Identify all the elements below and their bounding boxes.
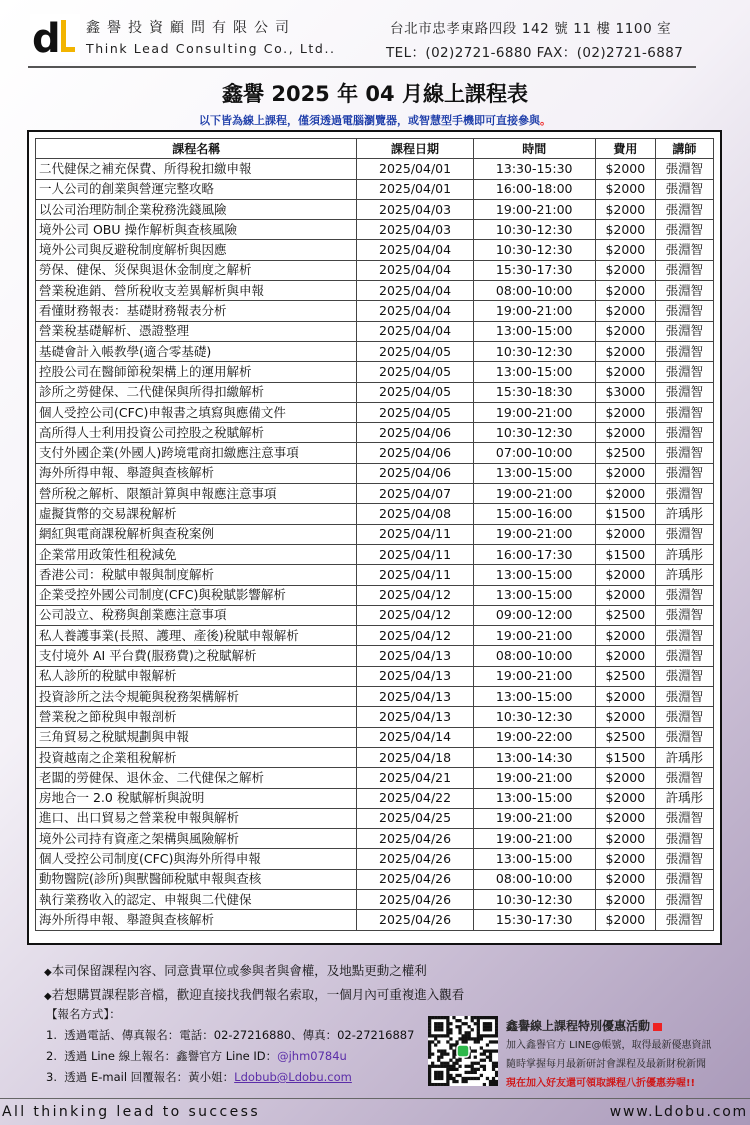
cell-course-name: 營所稅之解析、限額計算與申報應注意事項 [36, 484, 357, 504]
table-row [36, 240, 714, 260]
cell-course-name: 境外公司 OBU 操作解析與查核風險 [36, 220, 357, 240]
cell-course-name: 個人受控公司制度(CFC)與海外所得申報 [36, 849, 357, 869]
cell-course-date: 2025/04/08 [357, 504, 473, 524]
cell-time: 16:00-17:30 [473, 544, 595, 564]
company-name-zh: 鑫譽投資顧問有限公司 [86, 20, 296, 36]
cell-instructor: 張淵智 [655, 869, 713, 889]
cell-instructor: 張淵智 [655, 626, 713, 646]
cell-course-date: 2025/04/04 [357, 240, 473, 260]
cell-course-date: 2025/04/26 [357, 910, 473, 930]
cell-instructor: 許瑀彤 [655, 504, 713, 524]
cell-time: 19:00-21:00 [473, 829, 595, 849]
cell-course-date: 2025/04/12 [357, 585, 473, 605]
cell-course-name: 三角貿易之稅賦規劃與申報 [36, 727, 357, 747]
cell-instructor: 張淵智 [655, 179, 713, 199]
cell-course-date: 2025/04/13 [357, 666, 473, 686]
cell-fee: $2000 [595, 524, 655, 544]
cell-course-name: 高所得人士利用投資公司控股之稅賦解析 [36, 423, 357, 443]
promotion-highlight: 現在加入好友還可領取課程八折優惠券喔!! [506, 1078, 696, 1089]
cell-instructor: 張淵智 [655, 443, 713, 463]
cell-instructor: 張淵智 [655, 910, 713, 930]
cell-course-name: 海外所得申報、舉證與查核解析 [36, 463, 357, 483]
table-row [36, 423, 714, 443]
cell-course-name: 公司設立、稅務與創業應注意事項 [36, 605, 357, 625]
cell-instructor: 張淵智 [655, 727, 713, 747]
header-course-date: 課程日期 [357, 139, 473, 159]
cell-course-name: 境外公司與反避稅制度解析與因應 [36, 240, 357, 260]
cell-fee: $2500 [595, 727, 655, 747]
cell-instructor: 張淵智 [655, 808, 713, 828]
cell-instructor: 張淵智 [655, 362, 713, 382]
cell-course-date: 2025/04/05 [357, 402, 473, 422]
cell-course-name: 虛擬貨幣的交易課稅解析 [36, 504, 357, 524]
cell-instructor: 張淵智 [655, 382, 713, 402]
cell-course-date: 2025/04/07 [357, 484, 473, 504]
cell-instructor: 張淵智 [655, 423, 713, 443]
table-row [36, 788, 714, 808]
table-row [36, 544, 714, 564]
cell-time: 13:00-15:00 [473, 565, 595, 585]
table-row [36, 301, 714, 321]
cell-fee: $2000 [595, 646, 655, 666]
header-course-name: 課程名稱 [36, 139, 357, 159]
item-number: 2. [46, 1049, 57, 1063]
cell-fee: $2000 [595, 240, 655, 260]
header-time: 時間 [473, 139, 595, 159]
diamond-icon: ◆ [44, 967, 52, 978]
cell-time: 19:00-21:00 [473, 199, 595, 219]
cell-fee: $2000 [595, 768, 655, 788]
item-text: 透過 Line 線上報名：鑫譽官方 Line ID： [64, 1049, 278, 1063]
table-row [36, 626, 714, 646]
svg-text:d: d [32, 16, 61, 62]
table-row [36, 524, 714, 544]
cell-time: 19:00-21:00 [473, 524, 595, 544]
cell-time: 13:00-14:30 [473, 747, 595, 767]
subtitle-text: 以下皆為線上課程，僅須透過電腦瀏覽器，或智慧型手機即可直接參與 [199, 114, 540, 127]
cell-instructor: 張淵智 [655, 889, 713, 909]
cell-course-name: 投資診所之法令規範與稅務架構解析 [36, 687, 357, 707]
cell-instructor: 張淵智 [655, 768, 713, 788]
cell-time: 13:00-15:00 [473, 362, 595, 382]
cell-fee: $2000 [595, 199, 655, 219]
cell-course-name: 看懂財務報表：基礎財務報表分析 [36, 301, 357, 321]
cell-instructor: 張淵智 [655, 281, 713, 301]
company-name-en: Think Lead Consulting Co., Ltd.. [86, 41, 336, 56]
page-title: 鑫譽 2025 年 04 月線上課程表 [222, 82, 528, 106]
cell-fee: $2000 [595, 687, 655, 707]
cell-time: 09:00-12:00 [473, 605, 595, 625]
footer-divider [0, 1098, 750, 1099]
cell-course-name: 營業稅進銷、營所稅收支差異解析與申報 [36, 281, 357, 301]
cell-time: 19:00-21:00 [473, 301, 595, 321]
cell-instructor: 張淵智 [655, 159, 713, 179]
notes [44, 960, 464, 1008]
note-item [44, 960, 464, 984]
table-row [36, 443, 714, 463]
cell-course-date: 2025/04/06 [357, 463, 473, 483]
cell-course-name: 個人受控公司(CFC)申報書之填寫與應備文件 [36, 402, 357, 422]
cell-time: 19:00-21:00 [473, 484, 595, 504]
table-row [36, 707, 714, 727]
table-row [36, 159, 714, 179]
company-logo [30, 14, 80, 62]
cell-course-date: 2025/04/04 [357, 281, 473, 301]
cell-course-date: 2025/04/13 [357, 646, 473, 666]
cell-instructor: 張淵智 [655, 687, 713, 707]
registration-heading: 【報名方式】： [46, 1007, 121, 1021]
cell-time: 15:30-17:30 [473, 910, 595, 930]
cell-course-name: 營業稅基礎解析、憑證整理 [36, 321, 357, 341]
table-row [36, 727, 714, 747]
cell-course-date: 2025/04/06 [357, 443, 473, 463]
line-id-link[interactable]: @jhm0784u [277, 1049, 347, 1063]
cell-course-date: 2025/04/26 [357, 829, 473, 849]
footer-slogan: All thinking lead to success [2, 1104, 261, 1120]
cell-time: 08:00-10:00 [473, 646, 595, 666]
cell-time: 15:00-16:00 [473, 504, 595, 524]
cell-course-date: 2025/04/04 [357, 260, 473, 280]
cell-course-date: 2025/04/22 [357, 788, 473, 808]
table-row [36, 666, 714, 686]
cell-instructor: 張淵智 [655, 849, 713, 869]
cell-course-date: 2025/04/05 [357, 362, 473, 382]
cell-instructor: 張淵智 [655, 646, 713, 666]
cell-course-date: 2025/04/12 [357, 605, 473, 625]
table-row [36, 179, 714, 199]
table-row [36, 199, 714, 219]
cell-course-name: 私人養護事業(長照、護理、產後)稅賦申報解析 [36, 626, 357, 646]
footer-website[interactable]: www.Ldobu.com [609, 1104, 748, 1120]
subtitle-end: 。 [540, 114, 551, 127]
table-row [36, 321, 714, 341]
cell-fee: $2000 [595, 463, 655, 483]
cell-instructor: 張淵智 [655, 321, 713, 341]
cell-fee: $2000 [595, 260, 655, 280]
note-text: 若想購買課程影音檔，歡迎直接找我們報名索取，一個月內可重複進入觀看 [51, 987, 465, 1002]
cell-time: 10:30-12:30 [473, 341, 595, 361]
cell-time: 13:00-15:00 [473, 321, 595, 341]
cell-fee: $2000 [595, 869, 655, 889]
table-row [36, 565, 714, 585]
cell-instructor: 許瑀彤 [655, 565, 713, 585]
table-row [36, 808, 714, 828]
promotion-line: 隨時掌握每月最新研討會課程及最新財稅新聞 [506, 1059, 706, 1070]
promotion-heading-text: 鑫譽線上課程特別優惠活動 [506, 1019, 651, 1033]
cell-course-name: 進口、出口貿易之營業稅申報與解析 [36, 808, 357, 828]
table-row [36, 220, 714, 240]
table-row [36, 646, 714, 666]
cell-fee: $2000 [595, 849, 655, 869]
table-row [36, 484, 714, 504]
cell-instructor: 張淵智 [655, 524, 713, 544]
cell-time: 13:00-15:00 [473, 687, 595, 707]
promotion-line: 加入鑫譽官方 LINE@帳號，取得最新優惠資訊 [506, 1040, 712, 1051]
cell-fee: $2000 [595, 423, 655, 443]
cell-fee: $2000 [595, 626, 655, 646]
cell-fee: $3000 [595, 382, 655, 402]
cell-time: 13:00-15:00 [473, 463, 595, 483]
table-header-row [36, 139, 714, 159]
cell-fee: $2000 [595, 301, 655, 321]
cell-course-name: 營業稅之節稅與申報剖析 [36, 707, 357, 727]
cell-fee: $1500 [595, 747, 655, 767]
cell-fee: $2000 [595, 402, 655, 422]
cell-course-name: 動物醫院(診所)與獸醫師稅賦申報與查核 [36, 869, 357, 889]
cell-instructor: 張淵智 [655, 240, 713, 260]
cell-instructor: 張淵智 [655, 707, 713, 727]
page-subtitle [0, 112, 750, 128]
cell-course-date: 2025/04/26 [357, 869, 473, 889]
cell-course-name: 基礎會計入帳教學(適合零基礎) [36, 341, 357, 361]
cell-time: 13:00-15:00 [473, 585, 595, 605]
cell-time: 10:30-12:30 [473, 889, 595, 909]
table-row [36, 504, 714, 524]
cell-course-name: 一人公司的創業與營運完整攻略 [36, 179, 357, 199]
promotion-box [506, 1017, 712, 1093]
table-row [36, 889, 714, 909]
table-body [36, 159, 714, 930]
cell-fee: $2000 [595, 910, 655, 930]
table-row [36, 281, 714, 301]
cell-fee: $2000 [595, 585, 655, 605]
cell-time: 15:30-18:30 [473, 382, 595, 402]
company-contact: TEL：(02)2721-6880 FAX：(02)2721-6887 [386, 45, 684, 61]
cell-course-name: 控股公司在醫師節稅架構上的運用解析 [36, 362, 357, 382]
cell-fee: $2000 [595, 707, 655, 727]
cell-course-name: 勞保、健保、災保與退休金制度之解析 [36, 260, 357, 280]
item-text: 透過 E-mail 回覆報名：黃小姐： [64, 1070, 235, 1084]
cell-course-date: 2025/04/11 [357, 544, 473, 564]
cell-instructor: 張淵智 [655, 199, 713, 219]
cell-instructor: 張淵智 [655, 260, 713, 280]
cell-course-date: 2025/04/04 [357, 321, 473, 341]
course-table [35, 138, 714, 931]
cell-course-name: 企業常用政策性租稅減免 [36, 544, 357, 564]
table-row [36, 341, 714, 361]
cell-course-date: 2025/04/26 [357, 849, 473, 869]
table-row [36, 849, 714, 869]
cell-time: 16:00-18:00 [473, 179, 595, 199]
table-row [36, 747, 714, 767]
cell-instructor: 許瑀彤 [655, 788, 713, 808]
cell-instructor: 許瑀彤 [655, 747, 713, 767]
cell-instructor: 張淵智 [655, 463, 713, 483]
cell-course-name: 老闆的勞健保、退休金、二代健保之解析 [36, 768, 357, 788]
cell-time: 13:00-15:00 [473, 788, 595, 808]
cell-course-name: 以公司治理防制企業稅務洗錢風險 [36, 199, 357, 219]
promotion-heading [506, 1017, 712, 1036]
cell-course-name: 支付境外 AI 平台費(服務費)之稅賦解析 [36, 646, 357, 666]
cell-fee: $2500 [595, 605, 655, 625]
cell-fee: $2000 [595, 889, 655, 909]
cell-course-date: 2025/04/05 [357, 382, 473, 402]
header-instructor: 講師 [655, 139, 713, 159]
cell-course-name: 海外所得申報、舉證與查核解析 [36, 910, 357, 930]
cell-course-date: 2025/04/01 [357, 179, 473, 199]
registration-item [46, 1067, 414, 1088]
cell-course-date: 2025/04/21 [357, 768, 473, 788]
cell-course-name: 支付外國企業(外國人)跨境電商扣繳應注意事項 [36, 443, 357, 463]
table-row [36, 260, 714, 280]
cell-course-date: 2025/04/11 [357, 524, 473, 544]
flag-icon [653, 1023, 662, 1031]
cell-course-date: 2025/04/04 [357, 301, 473, 321]
table-row [36, 910, 714, 930]
cell-fee: $2500 [595, 443, 655, 463]
cell-time: 07:00-10:00 [473, 443, 595, 463]
cell-fee: $2500 [595, 666, 655, 686]
cell-course-date: 2025/04/12 [357, 626, 473, 646]
cell-course-name: 私人診所的稅賦申報解析 [36, 666, 357, 686]
registration-info [46, 1004, 414, 1088]
cell-course-date: 2025/04/14 [357, 727, 473, 747]
note-text: 本司保留課程內容、同意貴單位或參與者與會權，及地點更動之權利 [51, 963, 427, 978]
cell-time: 08:00-10:00 [473, 281, 595, 301]
cell-course-date: 2025/04/11 [357, 565, 473, 585]
cell-instructor: 許瑀彤 [655, 544, 713, 564]
header-divider [28, 66, 696, 68]
cell-course-date: 2025/04/03 [357, 199, 473, 219]
cell-course-name: 診所之勞健保、二代健保與所得扣繳解析 [36, 382, 357, 402]
cell-course-date: 2025/04/25 [357, 808, 473, 828]
cell-course-date: 2025/04/18 [357, 747, 473, 767]
cell-course-name: 房地合一 2.0 稅賦解析與說明 [36, 788, 357, 808]
table-row [36, 362, 714, 382]
cell-instructor: 張淵智 [655, 484, 713, 504]
cell-time: 10:30-12:30 [473, 707, 595, 727]
cell-course-date: 2025/04/13 [357, 687, 473, 707]
email-link[interactable]: Ldobub@Ldobu.com [234, 1070, 352, 1084]
cell-course-name: 投資越南之企業租稅解析 [36, 747, 357, 767]
cell-time: 19:00-21:00 [473, 666, 595, 686]
cell-course-date: 2025/04/06 [357, 423, 473, 443]
course-table-frame [27, 130, 722, 945]
cell-course-name: 二代健保之補充保費、所得稅扣繳申報 [36, 159, 357, 179]
cell-time: 19:00-22:00 [473, 727, 595, 747]
cell-time: 19:00-21:00 [473, 808, 595, 828]
table-row [36, 463, 714, 483]
cell-fee: $2000 [595, 341, 655, 361]
cell-course-name: 網紅與電商課稅解析與查稅案例 [36, 524, 357, 544]
company-address: 台北市忠孝東路四段 142 號 11 樓 1100 室 [390, 21, 672, 37]
table-row [36, 768, 714, 788]
cell-course-date: 2025/04/01 [357, 159, 473, 179]
cell-time: 19:00-21:00 [473, 402, 595, 422]
cell-instructor: 張淵智 [655, 605, 713, 625]
cell-course-date: 2025/04/03 [357, 220, 473, 240]
cell-time: 15:30-17:30 [473, 260, 595, 280]
cell-fee: $2000 [595, 484, 655, 504]
line-qr-code[interactable] [428, 1016, 498, 1086]
cell-fee: $2000 [595, 281, 655, 301]
item-number: 1. [46, 1028, 57, 1042]
cell-instructor: 張淵智 [655, 829, 713, 849]
cell-time: 10:30-12:30 [473, 423, 595, 443]
cell-fee: $2000 [595, 362, 655, 382]
cell-time: 08:00-10:00 [473, 869, 595, 889]
cell-course-name: 企業受控外國公司制度(CFC)與稅賦影響解析 [36, 585, 357, 605]
cell-time: 13:00-15:00 [473, 849, 595, 869]
header-fee: 費用 [595, 139, 655, 159]
cell-time: 19:00-21:00 [473, 768, 595, 788]
registration-item [46, 1025, 414, 1046]
cell-time: 13:30-15:30 [473, 159, 595, 179]
cell-fee: $2000 [595, 159, 655, 179]
table-row [36, 605, 714, 625]
cell-fee: $1500 [595, 544, 655, 564]
cell-course-name: 境外公司持有資產之架構與風險解析 [36, 829, 357, 849]
cell-fee: $2000 [595, 829, 655, 849]
registration-item [46, 1046, 414, 1067]
table-row [36, 687, 714, 707]
item-text: 透過電話、傳真報名：電話：02-27216880、傳真：02-27216887 [64, 1028, 415, 1042]
cell-fee: $2000 [595, 565, 655, 585]
cell-fee: $2000 [595, 179, 655, 199]
cell-course-name: 香港公司：稅賦申報與制度解析 [36, 565, 357, 585]
table-row [36, 585, 714, 605]
cell-course-date: 2025/04/13 [357, 707, 473, 727]
cell-fee: $2000 [595, 808, 655, 828]
cell-time: 10:30-12:30 [473, 240, 595, 260]
cell-instructor: 張淵智 [655, 402, 713, 422]
cell-instructor: 張淵智 [655, 220, 713, 240]
cell-time: 10:30-12:30 [473, 220, 595, 240]
cell-instructor: 張淵智 [655, 341, 713, 361]
cell-fee: $2000 [595, 220, 655, 240]
cell-course-date: 2025/04/26 [357, 889, 473, 909]
cell-course-name: 執行業務收入的認定、申報與二代健保 [36, 889, 357, 909]
cell-instructor: 張淵智 [655, 301, 713, 321]
table-row [36, 829, 714, 849]
table-row [36, 869, 714, 889]
cell-instructor: 張淵智 [655, 666, 713, 686]
cell-instructor: 張淵智 [655, 585, 713, 605]
cell-course-date: 2025/04/05 [357, 341, 473, 361]
item-number: 3. [46, 1070, 57, 1084]
table-row [36, 402, 714, 422]
cell-time: 19:00-21:00 [473, 626, 595, 646]
cell-fee: $2000 [595, 321, 655, 341]
cell-fee: $1500 [595, 504, 655, 524]
diamond-icon: ◆ [44, 991, 52, 1002]
table-row [36, 382, 714, 402]
cell-fee: $2000 [595, 788, 655, 808]
